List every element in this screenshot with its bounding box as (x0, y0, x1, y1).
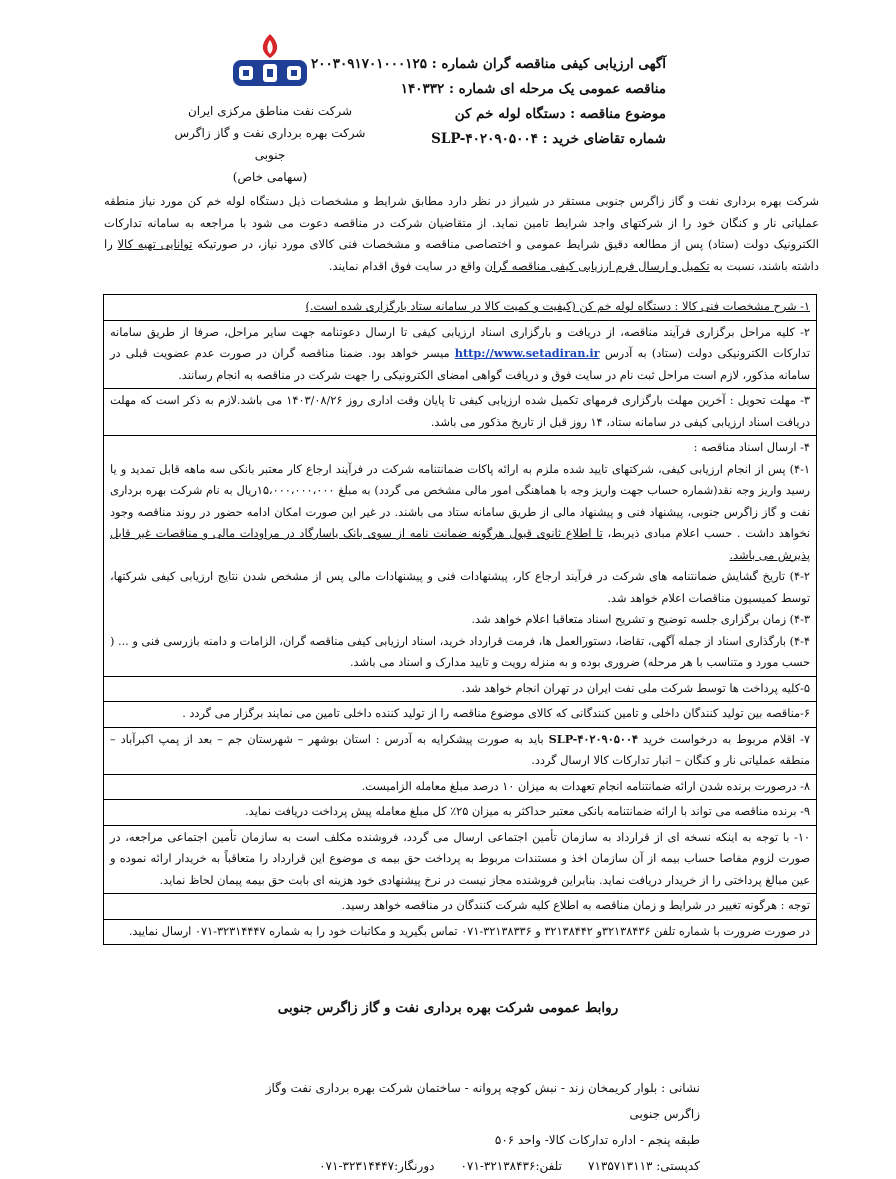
table-row (104, 321, 816, 390)
notice-title-block (246, 52, 666, 152)
row-10-text: ۱۰- با توجه به اینکه نسخه ای از قرارداد به سازمان تأمین اجتماعی ارسال می گردد، فروشنده مکلف است به سازمان تأمین اجتماعی مراجعه، در صورت لزوم مفاصا حساب بیمه از آن سازمان اخذ و مستندات مربوط به پرداخت حق بیمه ی موضوع این قرارداد را متعاقباً به خریدار ارائه نموده و عین مبالغ پرداختی را از خریدار دریافت نماید. بنابراین فروشنده مجاز نیست در نرخ پیشنهادی خود هزینه ای بابت حق بیمه پیمان لحاظ نماید. (110, 830, 810, 887)
address-block (230, 1075, 700, 1179)
notice-number: آگهی ارزیابی کیفی مناقصه گران شماره : ۲۰۰۳۰۹۱۷۰۱۰۰۰۱۲۵ (311, 56, 666, 72)
tender-subject: موضوع مناقصه : دستگاه لوله خم کن (454, 106, 666, 122)
row-4-4-text: ۴-۴) بارگذاری اسناد از جمله آگهی، تقاضا، دستورالعمل ها، فرمت قرارداد خرید، اسناد ارزیابی کیفی مناقصه گران، الزامات و دامنه بازرسی فنی و ... ( حسب مورد و متناسب با هر مرحله) ضروری بوده و به منزله رویت و تایید مدارک و اسناد می باشد. (110, 634, 810, 669)
row-2-part-a: ۲- کلیه مراحل برگزاری فرآیند مناقصه، از دریافت و بارگزاری اسناد ارزیابی کیفی تا ارسال دعوتنامه جهت سایر مراحل، صرفا از طریق سامانه تدارکات الکترونیکی دولت (ستاد) به آدرس (110, 325, 810, 360)
row-3-text: ۳- مهلت تحویل : آخرین مهلت بارگزاری فرمهای تکمیل شده ارزیابی کیفی تا پایان وقت اداری روز ۱۴۰۳/۰۸/۲۶ می باشد.لازم به ذکر است که مهلت دریافت اسناد ارزیابی کیفی در سامانه ستاد، ۱۴ روز قبل از تاریخ مذکور می باشد. (110, 394, 810, 429)
table-row (104, 389, 816, 436)
row-4-heading: ۴- ارسال اسناد مناقصه : (693, 441, 810, 454)
postal-code: کدپستی: ۷۱۳۵۷۱۳۱۱۳ (588, 1159, 700, 1173)
purchase-request-number: شماره تقاضای خرید : SLP-۴۰۲۰۹۰۵۰۰۴ (431, 131, 666, 147)
row-4-2-text: ۴-۲) تاریخ گشایش ضمانتنامه های شرکت در فرآیند ارجاع کار، پیشنهادات فنی و پیشنهادات مالی پس از مشخص شدن نتایج ارزیابی کیفی شرکتها، توسط کمیسیون مناقصات اعلام خواهد شد. (110, 570, 810, 605)
table-row (104, 702, 816, 728)
row-2-text (110, 322, 810, 387)
row-4-1-text (110, 459, 810, 567)
row-4-3-text: ۴-۳) زمان برگزاری جلسه توضیح و تشریح اسناد متعاقبا اعلام خواهد شد. (471, 613, 810, 626)
table-row (104, 436, 816, 677)
row-5-text: ۵-کلیه پرداخت ها توسط شرکت ملی نفت ایران در تهران انجام خواهد شد. (461, 681, 810, 695)
conditions-table (103, 294, 817, 945)
table-row (104, 295, 816, 321)
table-row (104, 894, 816, 920)
table-row (104, 920, 816, 945)
org-name-parent: شرکت نفت مناطق مرکزی ایران (187, 104, 353, 118)
footer-title: روابط عمومی شرکت بهره برداری نفت و گاز زاگرس جنوبی (277, 1000, 619, 1016)
address-line-2: طبقه پنجم - اداره تدارکات کالا- واحد ۵۰۶ (494, 1133, 700, 1147)
header (0, 0, 896, 190)
row-8-text: ۸- درصورت برنده شدن ارائه ضمانتنامه انجام تعهدات به میزان ۱۰ درصد مبلغ معامله الزامیست. (361, 779, 810, 793)
row-7-part-b: باید به صورت پیشکرایه به آدرس : استان بوشهر – شهرستان جم – بعد از پمپ اکبرآباد – منطقه عملیاتی نار و کنگان – انبار تدارکات کالا ارسال گردد. (110, 732, 810, 767)
table-row (104, 677, 816, 703)
table-row (104, 826, 816, 895)
intro-text-2: را داشته باشند، نسبت به (104, 237, 819, 273)
org-name-company: شرکت بهره برداری نفت و گاز زاگرس جنوبی (174, 126, 366, 162)
tender-number: مناقصه عمومی یک مرحله ای شماره : ۱۴۰۳۳۲ (400, 81, 666, 97)
row-7-code: SLP-۴۰۲۰۹۰۵۰۰۴ (548, 731, 638, 746)
table-row (104, 775, 816, 801)
table-row (104, 728, 816, 775)
note-text: توجه : هرگونه تغییر در شرایط و زمان مناقصه به اطلاع کلیه شرکت کنندگان در مناقصه خواهد رسید. (341, 899, 810, 912)
contact-text: در صورت ضرورت با شماره تلفن ۳۲۱۳۸۴۳۶و ۳۲۱۳۸۴۴۲ و ۳۲۱۳۸۳۳۶-۰۷۱ تماس بگیرید و مکاتبات خود را به شماره ۳۲۳۱۴۴۴۷-۰۷۱ ارسال نمایید. (128, 924, 810, 938)
intro-underline-2: تکمیل و ارسال فرم ارزیابی کیفی مناقصه گران (484, 258, 710, 273)
row-7-part-a: ۷- اقلام مربوط به درخواست خرید (637, 732, 810, 746)
row-1-text: ۱- شرح مشخصات فنی کالا : دستگاه لوله خم کن (کیفیت و کمیت کالا در سامانه ستاد بارگزاری شده است.) (305, 300, 810, 313)
intro-text-1: شرکت بهره برداری نفت و گاز زاگرس جنوبی مستقر در شیراز در نظر دارد مطابق شرایط و مشخصات ذیل دستگاه لوله خم کن مورد نیاز منطقه عملیاتی نار و کنگان خود را از شرکتهای واجد شرایط تامین نماید. از متقاضیان شرکت در مناقصه دعوت می شود با مراجعه به سامانه تدارکات الکترونیک دولت (ستاد) پس از مطالعه دقیق شرایط عمومی و اختصاصی مناقصه و مشخصات فنی کالای مورد نیاز، در صورتیکه (104, 194, 819, 251)
phone-number: تلفن:۳۲۱۳۸۴۳۶-۰۷۱ (460, 1159, 562, 1173)
intro-underline-1: توانایی تهیه کالا (117, 237, 193, 251)
contact-line (230, 1153, 700, 1179)
intro-text-3: واقع در سایت فوق اقدام نمایند. (328, 258, 485, 273)
address-line-1: نشانی : بلوار کریمخان زند - نبش کوچه پروانه - ساختمان شرکت بهره برداری نفت وگاز زاگرس جنوبی (265, 1081, 700, 1121)
fax-number: دورنگار:۳۲۳۱۴۴۴۷-۰۷۱ (319, 1159, 435, 1173)
row-4-1-underline: تا اطلاع ثانوی قبول هرگونه ضمانت نامه از سوی بانک یاسارگاد در مراودات مالی و مناقصات غیر قابل پذیرش می باشد. (110, 527, 810, 562)
row-9-text: ۹- برنده مناقصه می تواند با ارائه ضمانتنامه بانکی معتبر حداکثر به میزان ۲۵٪ کل مبلغ معامله پیش پرداخت دریافت نماید. (245, 805, 810, 818)
table-row (104, 800, 816, 826)
intro-paragraph (104, 191, 819, 277)
setadiran-link[interactable]: http://www.setadiran.ir (454, 346, 600, 360)
row-7-text (110, 729, 810, 772)
row-2-part-b: میسر خواهد بود. ضمنا مناقصه گران در صورت عدم عضویت قبلی در سامانه مذکور، لازم است مراحل ثبت نام در سایت فوق و دریافت گواهی امضای الکترونیکی را جهت شرکت در مناقصه به انجام رسانند. (110, 347, 810, 382)
org-type: (سهامی خاص) (232, 170, 308, 184)
row-6-text: ۶-مناقصه بین تولید کنندگان داخلی و تامین کنندگانی که کالای موضوع مناقصه را از تولید کننده داخلی تامین می نمایند برگزار می گردد . (182, 707, 810, 720)
row-4-1-part-a: ۴-۱) پس از انجام ارزیابی کیفی، شرکتهای تایید شده ملزم به ارائه پاکات ضمانتنامه شرکت در فرآیند ارجاع کار معتبر بانکی سه ماهه قابل تمدید و یا رسید واریز وجه نقد(شماره حساب جهت واریز وجه با هماهنگی امور مالی مشخص می گردد) به مبلغ ۱۵،۰۰۰،۰۰۰،۰۰۰ریال به نام شرکت بهره برداری نفت و گاز زاگرس جنوبی، پیشنهاد فنی و پیشنهاد مالی از طریق سامانه ستاد می باشند. در غیر این صورت امکان ادامه حضور در روند مناقصه وجود نخواهد داشت . حسب اعلام مبادی ذیربط، (110, 462, 811, 540)
